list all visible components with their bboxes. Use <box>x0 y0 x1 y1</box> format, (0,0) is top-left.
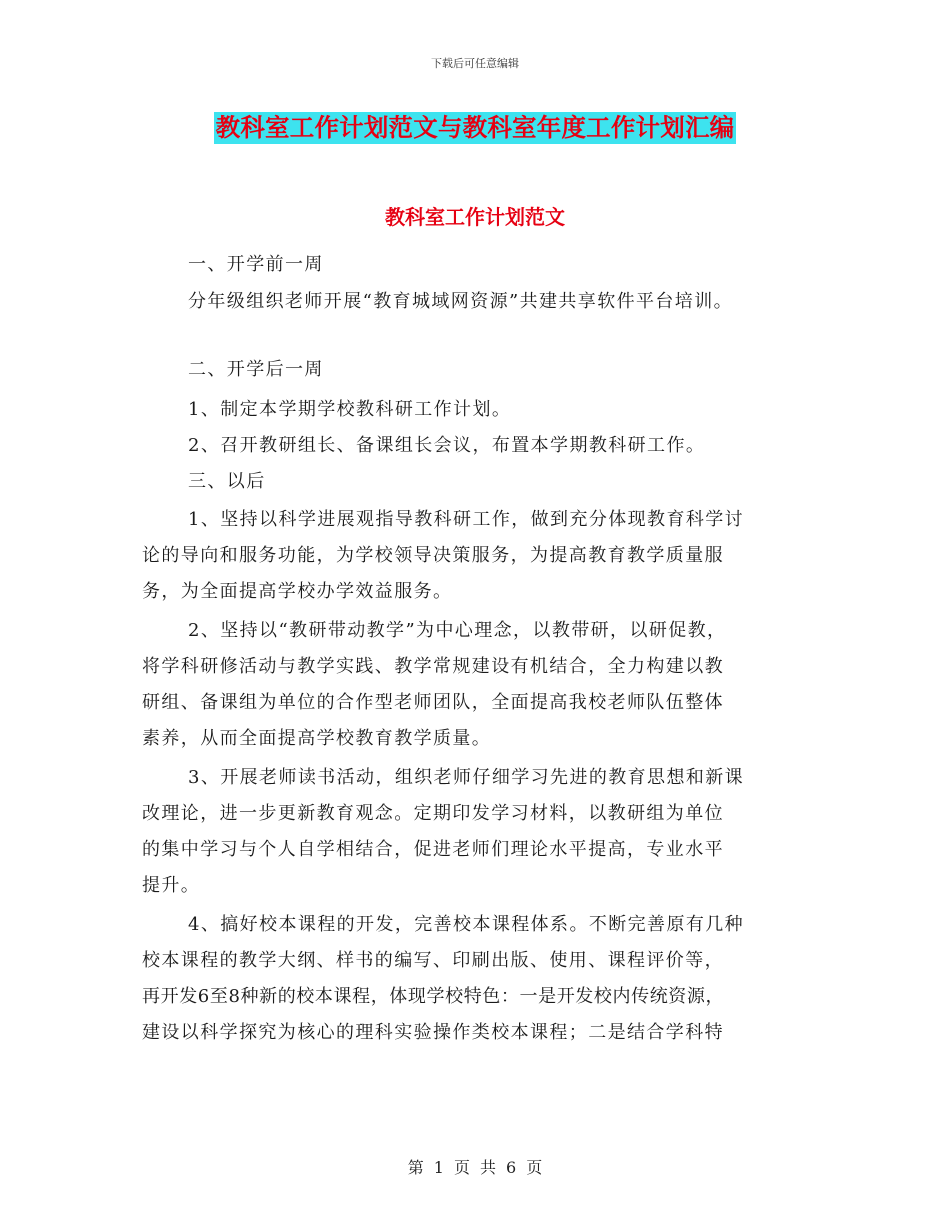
total-page-number: 6 <box>506 1158 517 1177</box>
paragraph-line: 将学科研修活动与教学实践、教学常规建设有机结合，全力构建以教 <box>142 656 724 677</box>
paragraph-line: 校本课程的教学大纲、样书的编写、印刷出版、使用、课程评价等， <box>142 950 724 971</box>
document-title-text: 教科室工作计划范文与教科室年度工作计划汇编 <box>215 113 735 142</box>
section-title: 教科室工作计划范文 <box>385 205 565 229</box>
footer-suffix: 页 <box>526 1158 543 1177</box>
paragraph-line: 论的导向和服务功能，为学校领导决策服务，为提高教育教学质量服 <box>142 545 724 566</box>
paragraph-line: 3、开展老师读书活动，组织老师仔细学习先进的教育思想和新课 <box>188 767 745 788</box>
paragraph-line: 改理论，进一步更新教育观念。定期印发学习材料，以教研组为单位 <box>142 803 724 824</box>
paragraph-line: 2、召开教研组长、备课组长会议，布置本学期教科研工作。 <box>188 435 706 456</box>
paragraph-line: 的集中学习与个人自学相结合，促进老师们理论水平提高，专业水平 <box>142 839 724 860</box>
footer-total-prefix: 共 <box>480 1158 497 1177</box>
paragraph-line: 建设以科学探究为核心的理科实验操作类校本课程；二是结合学科特 <box>142 1022 724 1043</box>
current-page-number: 1 <box>433 1158 444 1177</box>
section-heading-3: 三、以后 <box>188 471 266 492</box>
paragraph-line: 提升。 <box>142 875 201 896</box>
header-note: 下载后可任意编辑 <box>431 57 519 70</box>
paragraph-line: 2、坚持以“教研带动教学”为中心理念，以教带研，以研促教， <box>188 620 727 641</box>
paragraph-line: 素养，从而全面提高学校教育教学质量。 <box>142 728 492 749</box>
paragraph-line: 4、搞好校本课程的开发，完善校本课程体系。不断完善原有几种 <box>188 914 745 935</box>
paragraph-line: 研组、备课组为单位的合作型老师团队，全面提高我校老师队伍整体 <box>142 692 724 713</box>
page-footer <box>0 1155 950 1178</box>
section-heading-1: 一、开学前一周 <box>188 254 324 275</box>
document-title <box>0 112 950 144</box>
paragraph-line: 1、制定本学期学校教科研工作计划。 <box>188 399 512 420</box>
paragraph-line: 再开发6至8种新的校本课程，体现学校特色：一是开发校内传统资源， <box>142 986 725 1007</box>
paragraph-line: 分年级组织老师开展“教育城域网资源”共建共享软件平台培训。 <box>188 291 734 312</box>
section-heading-2: 二、开学后一周 <box>188 359 324 380</box>
footer-mid: 页 <box>453 1158 470 1177</box>
paragraph-line: 1、坚持以科学进展观指导教科研工作，做到充分体现教育科学讨 <box>188 509 745 530</box>
paragraph-line: 务，为全面提高学校办学效益服务。 <box>142 581 453 602</box>
footer-prefix: 第 <box>407 1158 424 1177</box>
